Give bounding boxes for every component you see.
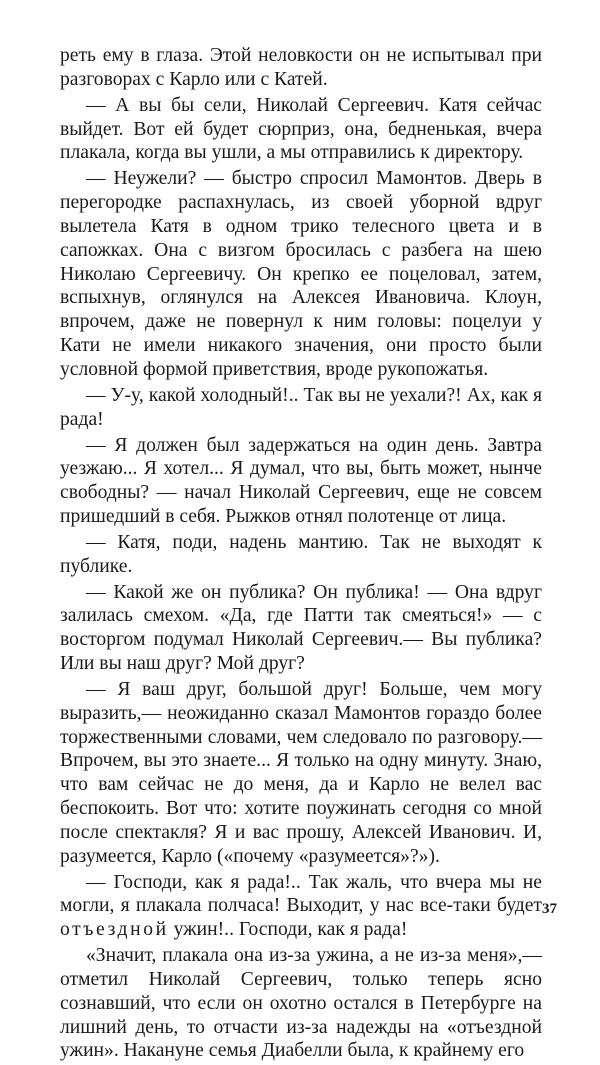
paragraph-9: [60, 871, 542, 942]
paragraph-7: — Какой же он публика? Он публика! — Она вдруг залилась смехом. «Да, где Патти так смеяться!» — с восторгом подумал Николай Сергеевич.— Вы публика? Или вы наш друг? Мой друг?: [60, 581, 542, 675]
paragraph-1: реть ему в глаза. Этой неловкости он не испытывал при разговорах с Карло или с Катей.: [60, 45, 542, 90]
paragraph-3: — Неужели? — быстро спросил Мамонтов. Дверь в перегородке распахнулась, из своей уборной вдруг вылетела Катя в одном трико телесного цвета и в сапожках. Она с визгом бросилась с разбега на шею Николаю Сергеевичу. Он крепко ее поцеловал, затем, вспыхнув, оглянулся на Алексея Ивановича. Клоун, впрочем, даже не повернул к ним головы: поцелуи у Кати не имели никакого значения, они просто были условной формой приветствия, вроде рукопожатья.: [60, 168, 542, 380]
paragraph-9-after: ужин!.. Господи, как я рада!: [168, 919, 408, 941]
paragraph-5: — Я должен был задержаться на один день. Завтра уезжаю... Я хотел... Я думал, что вы, быть может, нынче свободны? — начал Николай Сергеевич, еще не совсем пришедший в себя. Рыжков отнял полотенце от лица.: [60, 434, 542, 527]
paragraph-9-before: — Господи, как я рада!.. Так жаль, что вчера мы не могли, я плакала полчаса! Выходит, у нас все-таки будет: [60, 871, 542, 917]
page-number: 37: [542, 901, 557, 917]
paragraph-2: — А вы бы сели, Николай Сергеевич. Катя сейчас выйдет. Вот ей будет сюрприз, она, бедненькая, вчера плакала, когда вы ушли, а мы отправились к директору.: [60, 94, 542, 164]
paragraph-6: — Катя, поди, надень мантию. Так не выходят к публике.: [60, 531, 542, 577]
paragraph-10: «Значит, плакала она из-за ужина, а не из-за меня»,— отметил Николай Сергеевич, только теперь ясно сознавший, что если он охотно остался в Петербурге на лишний день, то отчасти из-за надежды на «отъездной ужин». Накануне семья Диабелли была, к крайнему его: [60, 945, 542, 1062]
book-page: [60, 44, 542, 1065]
paragraph-8: — Я ваш друг, большой друг! Больше, чем могу выразить,— неожиданно сказал Мамонтов гораздо более торжественными словами, чем следовало по разговору.— Впрочем, вы это знаете... Я только на одну минуту. Знаю, что вам сейчас не до меня, да и Карло не велел вас беспокоить. Вот что: хотите поужинать сегодня со мной после спектакля? Я и вас прошу, Алексей Иванович. И, разумеется, Карло («почему «разумеется»?»).: [60, 679, 542, 867]
spaced-emphasis: отъездной: [60, 919, 169, 941]
paragraph-4: — У-у, какой холодный!.. Так вы не уехали?! Ах, как я рада!: [60, 384, 542, 430]
